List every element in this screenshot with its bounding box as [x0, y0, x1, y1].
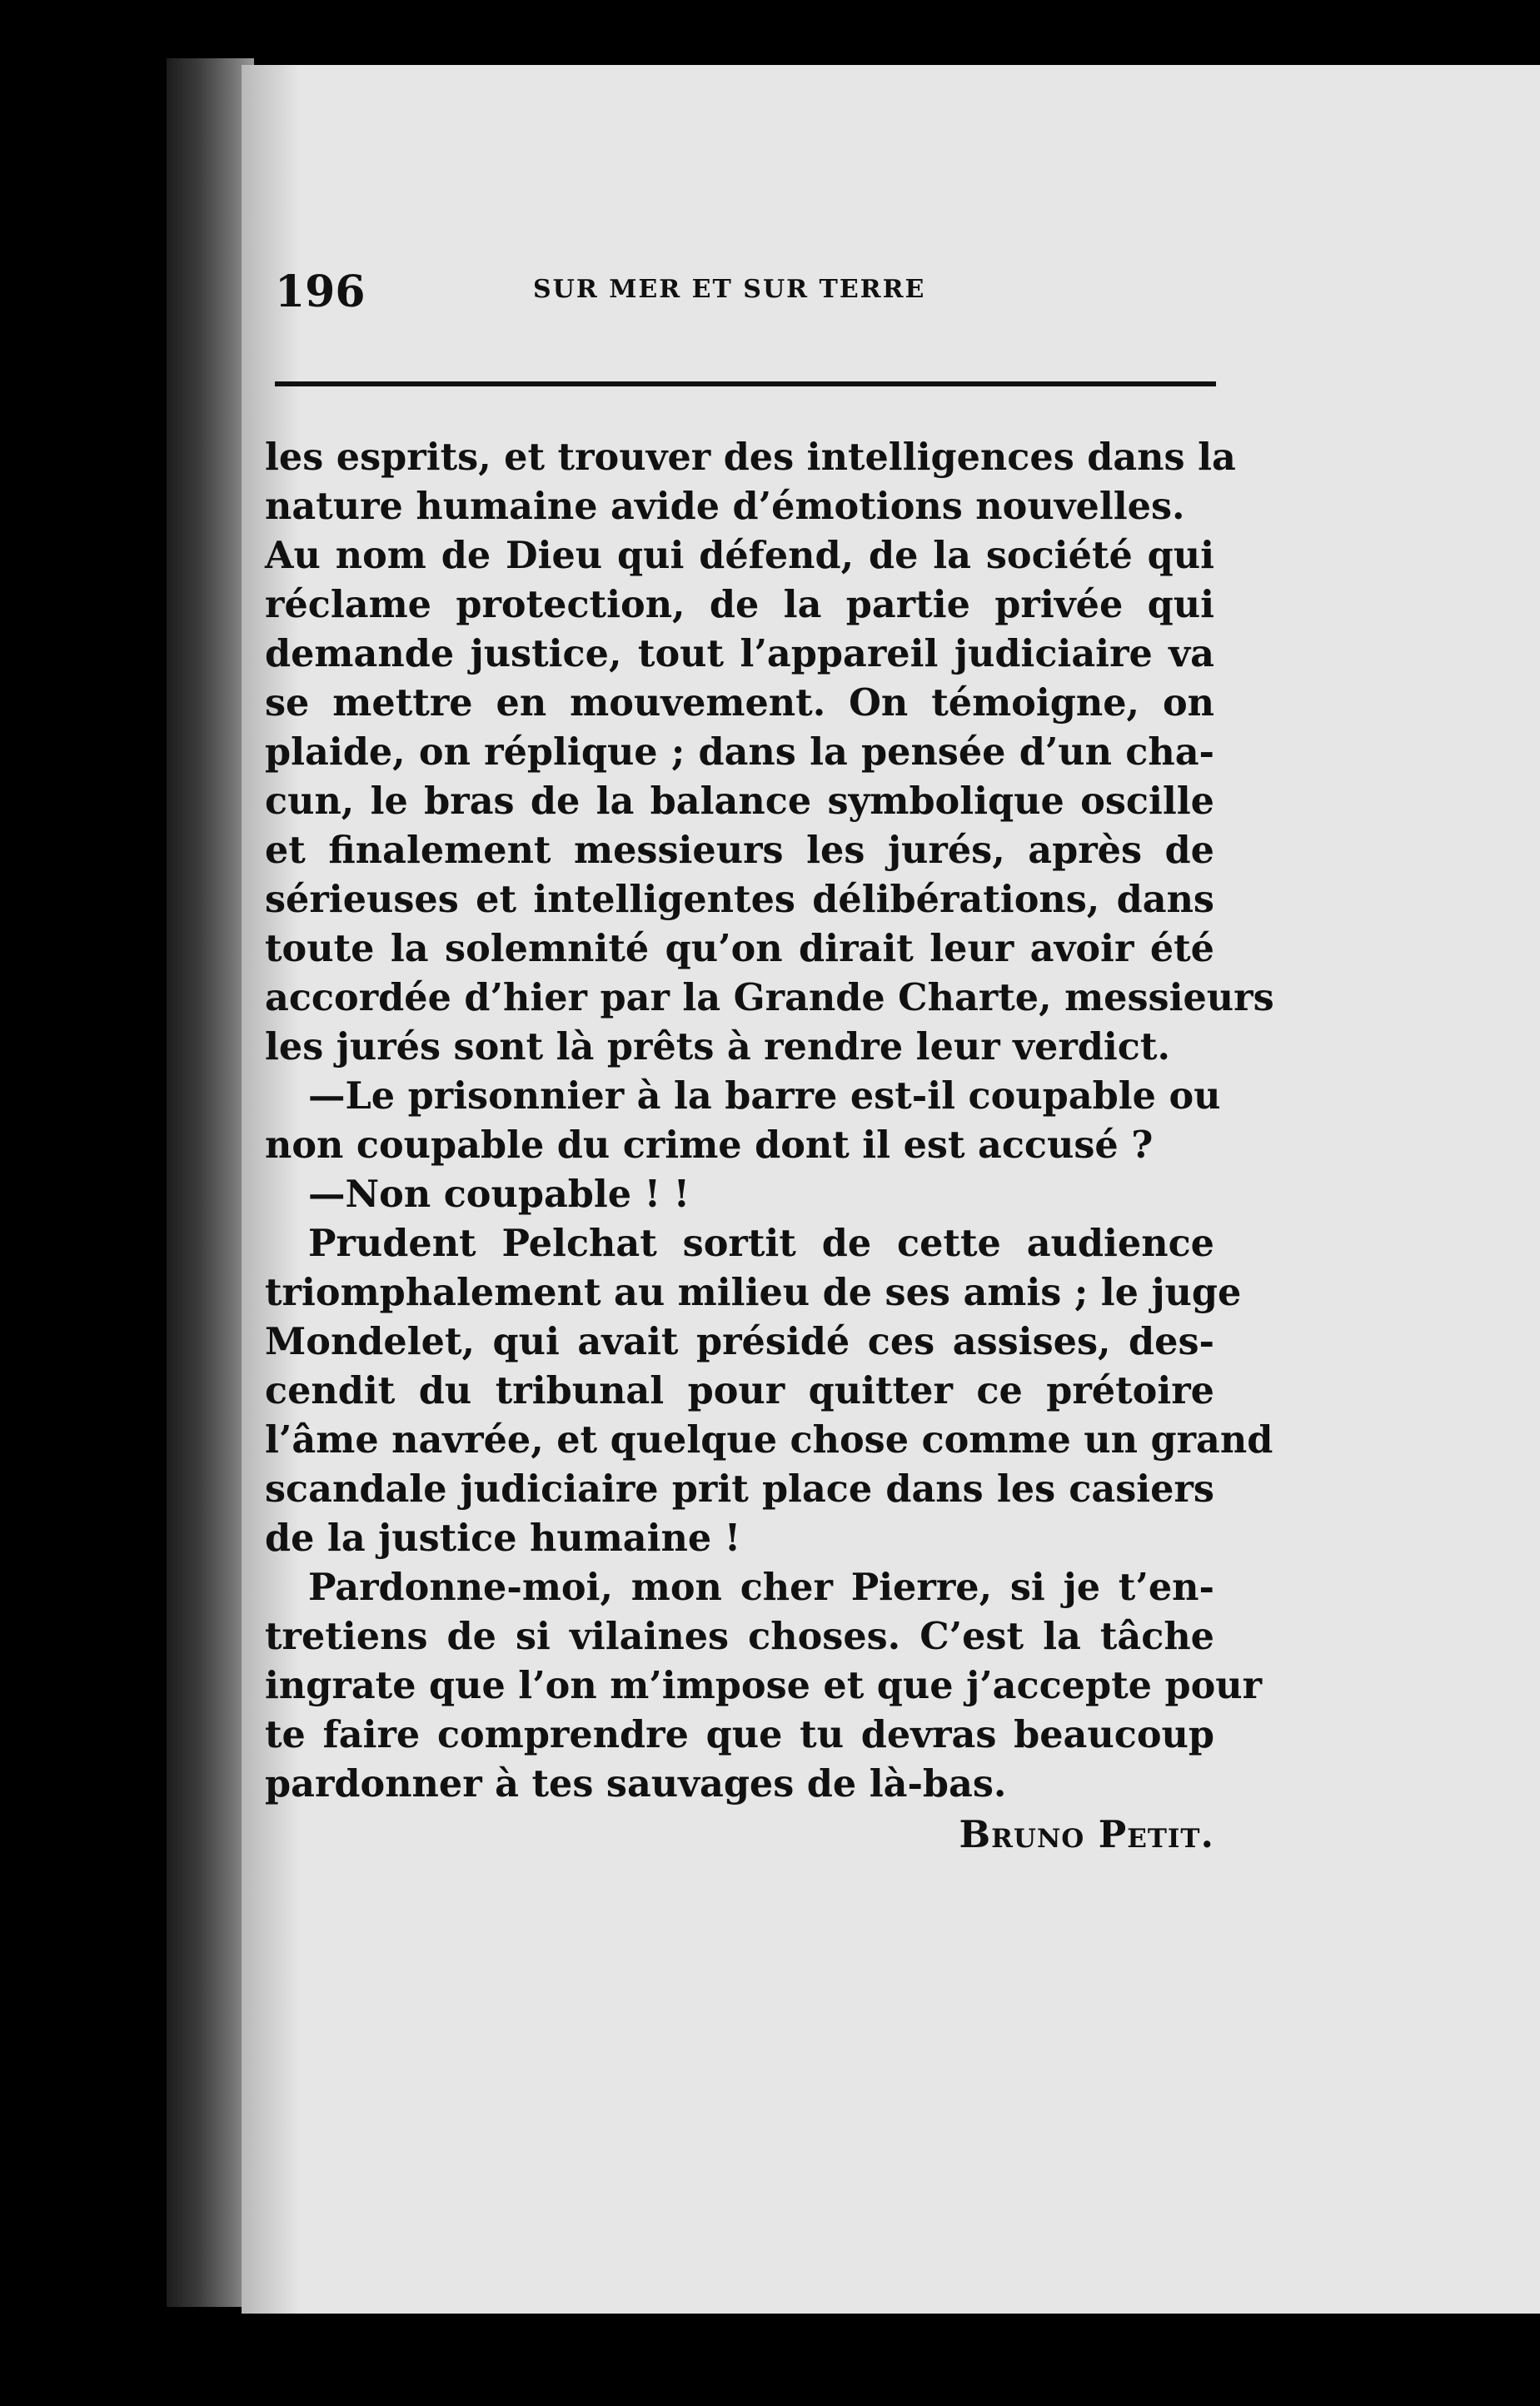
page-number: 196	[275, 267, 366, 317]
text-line: te faire comprendre que tu devras beaucoup	[265, 1713, 1214, 1756]
text-line: plaide, on réplique ; dans la pensée d’un cha-	[265, 730, 1214, 774]
text-line: l’âme navrée, et quelque chose comme un grand	[265, 1418, 1273, 1462]
text-line: —Non coupable ! !	[308, 1173, 690, 1216]
text-line: se mettre en mouvement. On témoigne, on	[265, 681, 1214, 725]
text-line: pardonner à tes sauvages de là-bas.	[265, 1762, 1007, 1806]
header-rule	[275, 381, 1216, 386]
text-line: Prudent Pelchat sortit de cette audience	[308, 1222, 1214, 1265]
running-title: SUR MER ET SUR TERRE	[533, 275, 926, 304]
text-line: —Le prisonnier à la barre est-il coupable ou	[308, 1074, 1221, 1118]
text-line: tretiens de si vilaines choses. C’est la tâche	[265, 1615, 1214, 1658]
text-line: cendit du tribunal pour quitter ce prétoire	[265, 1369, 1214, 1412]
text-line: demande justice, tout l’appareil judiciaire va	[265, 632, 1214, 675]
text-line: les jurés sont là prêts à rendre leur verdict.	[265, 1025, 1170, 1069]
text-line: et finalement messieurs les jurés, après de	[265, 829, 1214, 872]
text-line: Au nom de Dieu qui défend, de la société qui	[265, 534, 1214, 577]
text-line: scandale judiciaire prit place dans les casiers	[265, 1467, 1214, 1511]
text-line: réclame protection, de la partie privée qui	[265, 583, 1214, 626]
body-text	[265, 433, 1274, 1860]
text-line: nature humaine avide d’émotions nouvelles.	[265, 485, 1185, 528]
text-line: les esprits, et trouver des intelligences dans la	[265, 436, 1236, 479]
author-signature: Bruno Petit.	[959, 1813, 1214, 1856]
text-line: cun, le bras de la balance symbolique oscille	[265, 780, 1214, 823]
text-line: de la justice humaine !	[265, 1517, 741, 1560]
text-line: ingrate que l’on m’impose et que j’accepte pour	[265, 1664, 1263, 1707]
text-line: triomphalement au milieu de ses amis ; le juge	[265, 1271, 1242, 1314]
text-line: sérieuses et intelligentes délibérations, dans	[265, 878, 1214, 921]
text-line: Mondelet, qui avait présidé ces assises, des-	[265, 1320, 1214, 1363]
text-line: toute la solemnité qu’on dirait leur avoir été	[265, 927, 1214, 970]
text-line: accordée d’hier par la Grande Charte, messieurs	[265, 976, 1274, 1019]
text-line: Pardonne-moi, mon cher Pierre, si je t’en-	[308, 1566, 1214, 1609]
text-line: non coupable du crime dont il est accusé ?	[265, 1123, 1154, 1167]
